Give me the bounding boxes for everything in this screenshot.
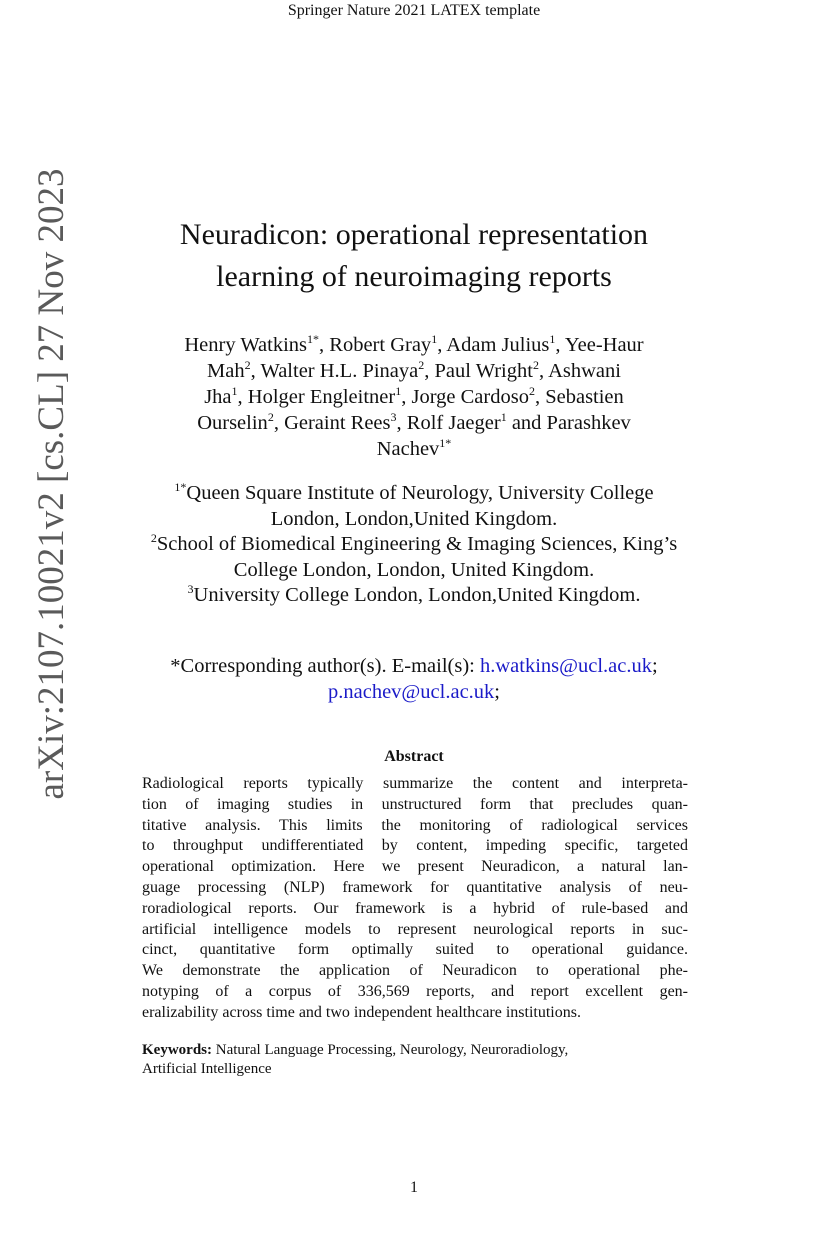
corr-line <box>110 653 718 679</box>
author-name: , Rolf Jaeger <box>396 412 501 434</box>
corresponding-author <box>110 653 718 705</box>
abstract-line: eralizability across time and two independent healthcare institutions. <box>142 1003 581 1021</box>
author-affil-mark: 2 <box>244 358 251 372</box>
author-name: , Ashwani <box>538 360 621 382</box>
arxiv-stamp: arXiv:2107.10021v2 [cs.CL] 27 Nov 2023 <box>31 168 72 800</box>
abstract-line: roradiological reports. Our framework is a hybrid of rule-based and <box>142 899 688 917</box>
corr-line <box>110 679 718 705</box>
page-number: 1 <box>410 1179 418 1196</box>
author-line <box>120 410 708 436</box>
abstract-line: notyping of a corpus of 336,569 reports, and report excellent gen- <box>142 982 688 1000</box>
author-line <box>120 332 708 358</box>
abstract-line: cinct, quantitative form optimally suited to operational guidance. <box>142 941 688 959</box>
author-affil-mark: 2 <box>267 410 274 424</box>
keywords-text: Natural Language Processing, Neurology, Neuroradiology, <box>212 1042 569 1058</box>
corr-end: ; <box>494 681 500 703</box>
author-affil-mark: 1 <box>549 332 556 346</box>
affiliation-text: School of Biomedical Engineering & Imaging Sciences, King’s <box>156 533 678 555</box>
affiliation-text: Queen Square Institute of Neurology, University College <box>186 482 654 504</box>
paper-title <box>130 214 698 298</box>
affiliation-list <box>110 481 718 609</box>
author-affil-mark: 1* <box>439 436 452 450</box>
keywords-label: Keywords: <box>142 1042 212 1058</box>
affiliation-text: University College London, London,United Kingdom. <box>193 584 641 606</box>
running-head: Springer Nature 2021 LATEX template <box>287 2 541 19</box>
abstract-line: artificial intelligence models to represent neurological reports in suc- <box>142 920 688 938</box>
author-name: Nachev <box>376 438 440 460</box>
author-name: Henry Watkins <box>184 334 308 356</box>
abstract-line: We demonstrate the application of Neuradicon to operational phe- <box>142 962 688 980</box>
affil-mark: 3 <box>187 582 194 596</box>
author-name: , Jorge Cardoso <box>401 386 529 408</box>
abstract-line: guage processing (NLP) framework for quantitative analysis of neu- <box>142 878 688 896</box>
author-affil-mark: 1* <box>307 332 320 346</box>
affiliation-line <box>110 532 718 558</box>
author-line <box>120 358 708 384</box>
author-name: , Adam Julius <box>437 334 550 356</box>
author-name: , Robert Gray <box>319 334 432 356</box>
author-name: , Holger Engleitner <box>237 386 396 408</box>
title-line: learning of neuroimaging reports <box>216 260 612 293</box>
author-name: and Parashkev <box>506 412 631 434</box>
affil-mark: 1* <box>174 480 187 494</box>
author-name: Jha <box>204 386 232 408</box>
author-affil-mark: 2 <box>532 358 539 372</box>
author-name: , Yee-Haur <box>555 334 644 356</box>
author-affil-mark: 2 <box>528 384 535 398</box>
abstract-line: Radiological reports typically summarize the content and interpreta- <box>142 775 688 792</box>
author-name: , Paul Wright <box>424 360 533 382</box>
author-affil-mark: 1 <box>395 384 402 398</box>
affiliation-line <box>110 481 718 507</box>
abstract-line: to throughput undifferentiated by content, impeding specific, targeted <box>142 837 688 855</box>
author-line <box>120 384 708 410</box>
author-name: Ourselin <box>197 412 268 434</box>
author-name: , Walter H.L. Pinaya <box>250 360 419 382</box>
keywords-line: Artificial Intelligence <box>142 1061 272 1077</box>
abstract-heading: Abstract <box>384 748 444 765</box>
author-name: , Geraint Rees <box>273 412 391 434</box>
corr-separator: ; <box>652 655 658 677</box>
keywords <box>142 1041 688 1079</box>
email-link-watkins[interactable]: h.watkins@ucl.ac.uk <box>479 655 653 677</box>
affiliation-line: London, London,United Kingdom. <box>270 507 558 530</box>
author-affil-mark: 1 <box>500 410 507 424</box>
title-line: Neuradicon: operational representation <box>179 218 649 251</box>
author-name: Mah <box>207 360 245 382</box>
abstract-line: tion of imaging studies in unstructured form that precludes quan- <box>142 795 688 813</box>
affil-mark: 2 <box>150 531 157 545</box>
abstract-body <box>142 774 688 1024</box>
author-affil-mark: 1 <box>431 332 438 346</box>
affiliation-line: College London, London, United Kingdom. <box>233 558 595 581</box>
keywords-line <box>142 1041 688 1060</box>
abstract-line: operational optimization. Here we present Neuradicon, a natural lan- <box>142 858 688 876</box>
author-list <box>120 332 708 462</box>
corr-prefix: *Corresponding author(s). E-mail(s): <box>170 655 480 677</box>
author-line <box>120 436 708 462</box>
author-affil-mark: 2 <box>418 358 425 372</box>
affiliation-line <box>110 583 718 609</box>
author-affil-mark: 3 <box>390 410 397 424</box>
author-affil-mark: 1 <box>231 384 238 398</box>
abstract-line: titative analysis. This limits the monitoring of radiological services <box>142 816 688 834</box>
author-name: , Sebastien <box>534 386 624 408</box>
email-link-nachev[interactable]: p.nachev@ucl.ac.uk <box>328 681 495 703</box>
